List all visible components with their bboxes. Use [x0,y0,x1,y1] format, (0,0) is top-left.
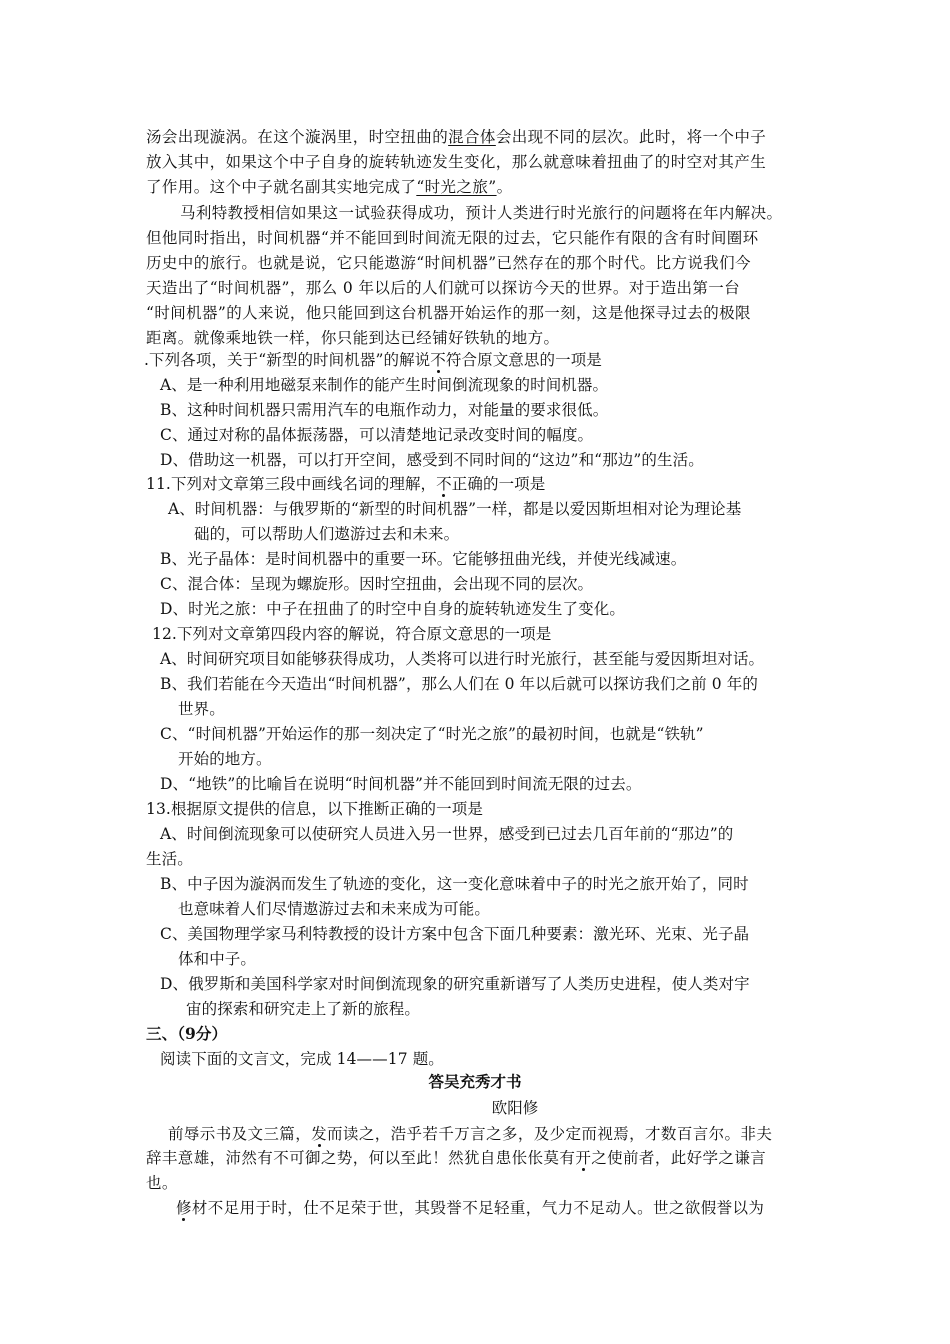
question-11-option-a: A、时间机器：与俄罗斯的“新型的时间机器”一样，都是以爱因斯坦相对论为理论基 [168,500,742,518]
question-10-stem: .下列各项，关于“新型的时间机器”的解说不符合原文意思的一项是 [144,351,602,369]
question-10-option-b: B、这种时间机器只需用汽车的电瓶作动力，对能量的要求很低。 [160,401,609,419]
question-13-option-c: C、美国物理学家马利特教授的设计方案中包含下面几种要素：激光环、光束、光子晶 [160,925,750,943]
question-12-option-c-cont: 开始的地方。 [178,750,272,768]
underlined-term: “时光之旅” [416,178,497,196]
question-12-option-b: B、我们若能在今天造出“时间机器”，那么人们在 0 年以后就可以探访我们之前 0 年的 [160,675,758,693]
passage-line: 但他同时指出，时间机器“并不能回到时间流无限的过去，它只能作有限的含有时间圈环 [146,229,759,247]
classical-text-line: 辞丰意雄，沛然有不可御之势，何以至此！然犹自患伥伥莫有开之使前者，此好学之谦言 [146,1149,767,1167]
emphasis-dot: 发 [311,1125,328,1143]
question-12-option-d: D、“地铁”的比喻旨在说明“时间机器”并不能回到时间流无限的过去。 [160,775,642,793]
passage-line: 汤会出现漩涡。在这个漩涡里，时空扭曲的混合体会出现不同的层次。此时，将一个中子 [146,128,767,146]
question-13-stem: 13.根据原文提供的信息，以下推断正确的一项是 [146,800,483,818]
passage-line: 历史中的旅行。也就是说，它只能遨游“时间机器”已然存在的那个时代。比方说我们今 [146,254,751,272]
section-instruction: 阅读下面的文言文，完成 14——17 题。 [160,1050,444,1068]
emphasis-dot: 不 [436,475,452,493]
question-13-option-d: D、俄罗斯和美国科学家对时间倒流现象的研究重新谱写了人类历史进程，使人类对宇 [160,975,750,993]
question-13-option-a-cont: 生活。 [146,850,193,868]
question-12-option-b-cont: 世界。 [178,700,225,718]
question-12-option-c: C、“时间机器”开始运作的那一刻决定了“时光之旅”的最初时间，也就是“铁轨” [160,725,704,743]
emphasis-dot: 不 [430,351,446,369]
classical-text-line: 修材不足用于时，仕不足荣于世，其毁誉不足轻重，气力不足动人。世之欲假誉以为 [176,1199,765,1217]
question-12-stem: 12.下列对文章第四段内容的解说，符合原文意思的一项是 [152,625,552,643]
question-11-option-d: D、时光之旅：中子在扭曲了的时空中自身的旋转轨迹发生了变化。 [160,600,625,618]
underlined-term: 混合体 [448,128,496,146]
emphasis-dot: 开 [575,1149,592,1167]
text-title: 答吴充秀才书 [428,1074,522,1091]
question-13-option-b-cont: 也意味着人们尽情遨游过去和未来成为可能。 [178,900,491,918]
passage-line: 放入其中，如果这个中子自身的旋转轨迹发生变化，那么就意味着扭曲了的时空对其产生 [146,153,767,171]
passage-line: 了作用。这个中子就名副其实地完成了“时光之旅”。 [146,178,513,196]
question-10-option-a: A、是一种利用地磁泵来制作的能产生时间倒流现象的时间机器。 [160,376,609,394]
classical-text-line: 也。 [146,1174,178,1192]
question-13-option-a: A、时间倒流现象可以使研究人员进入另一世界，感受到已过去几百年前的“那边”的 [160,825,734,843]
passage-line: 天造出了“时间机器”，那么 0 年以后的人们就可以探访今天的世界。对于造出第一台 [146,279,741,297]
question-11-option-a-cont: 础的，可以帮助人们遨游过去和未来。 [194,525,460,543]
question-12-option-a: A、时间研究项目如能够获得成功，人类将可以进行时光旅行，甚至能与爱因斯坦对话。 [160,650,765,668]
section-heading: 三、（9分） [146,1024,228,1043]
passage-line: “时间机器”的人来说，他只能回到这台机器开始运作的那一刻，这是他探寻过去的极限 [146,304,751,322]
question-11-option-b: B、光子晶体：是时间机器中的重要一环。它能够扭曲光线，并使光线减速。 [160,550,687,568]
passage-line: 马利特教授相信如果这一试验获得成功，预计人类进行时光旅行的问题将在年内解决。 [180,204,783,222]
question-10-option-d: D、借助这一机器，可以打开空间，感受到不同时间的“这边”和“那边”的生活。 [160,451,704,469]
question-11-option-c: C、混合体：呈现为螺旋形。因时空扭曲，会出现不同的层次。 [160,575,594,593]
question-13-option-c-cont: 体和中子。 [178,950,257,968]
question-11-stem: 11.下列对文章第三段中画线名词的理解，不正确的一项是 [146,475,546,493]
text-author: 欧阳修 [491,1099,539,1117]
classical-text-line: 前辱示书及文三篇，发而读之，浩乎若千万言之多，及少定而视焉，才数百言尔。非夫 [168,1125,773,1143]
question-13-option-d-cont: 宙的探索和研究走上了新的旅程。 [186,1000,421,1018]
question-10-option-c: C、通过对称的晶体振荡器，可以清楚地记录改变时间的幅度。 [160,426,594,444]
emphasis-dot: 修 [176,1199,192,1217]
question-13-option-b: B、中子因为漩涡而发生了轨迹的变化，这一变化意味着中子的时光之旅开始了，同时 [160,875,749,893]
passage-line: 距离。就像乘地铁一样，你只能到达已经铺好铁轨的地方。 [146,329,560,347]
